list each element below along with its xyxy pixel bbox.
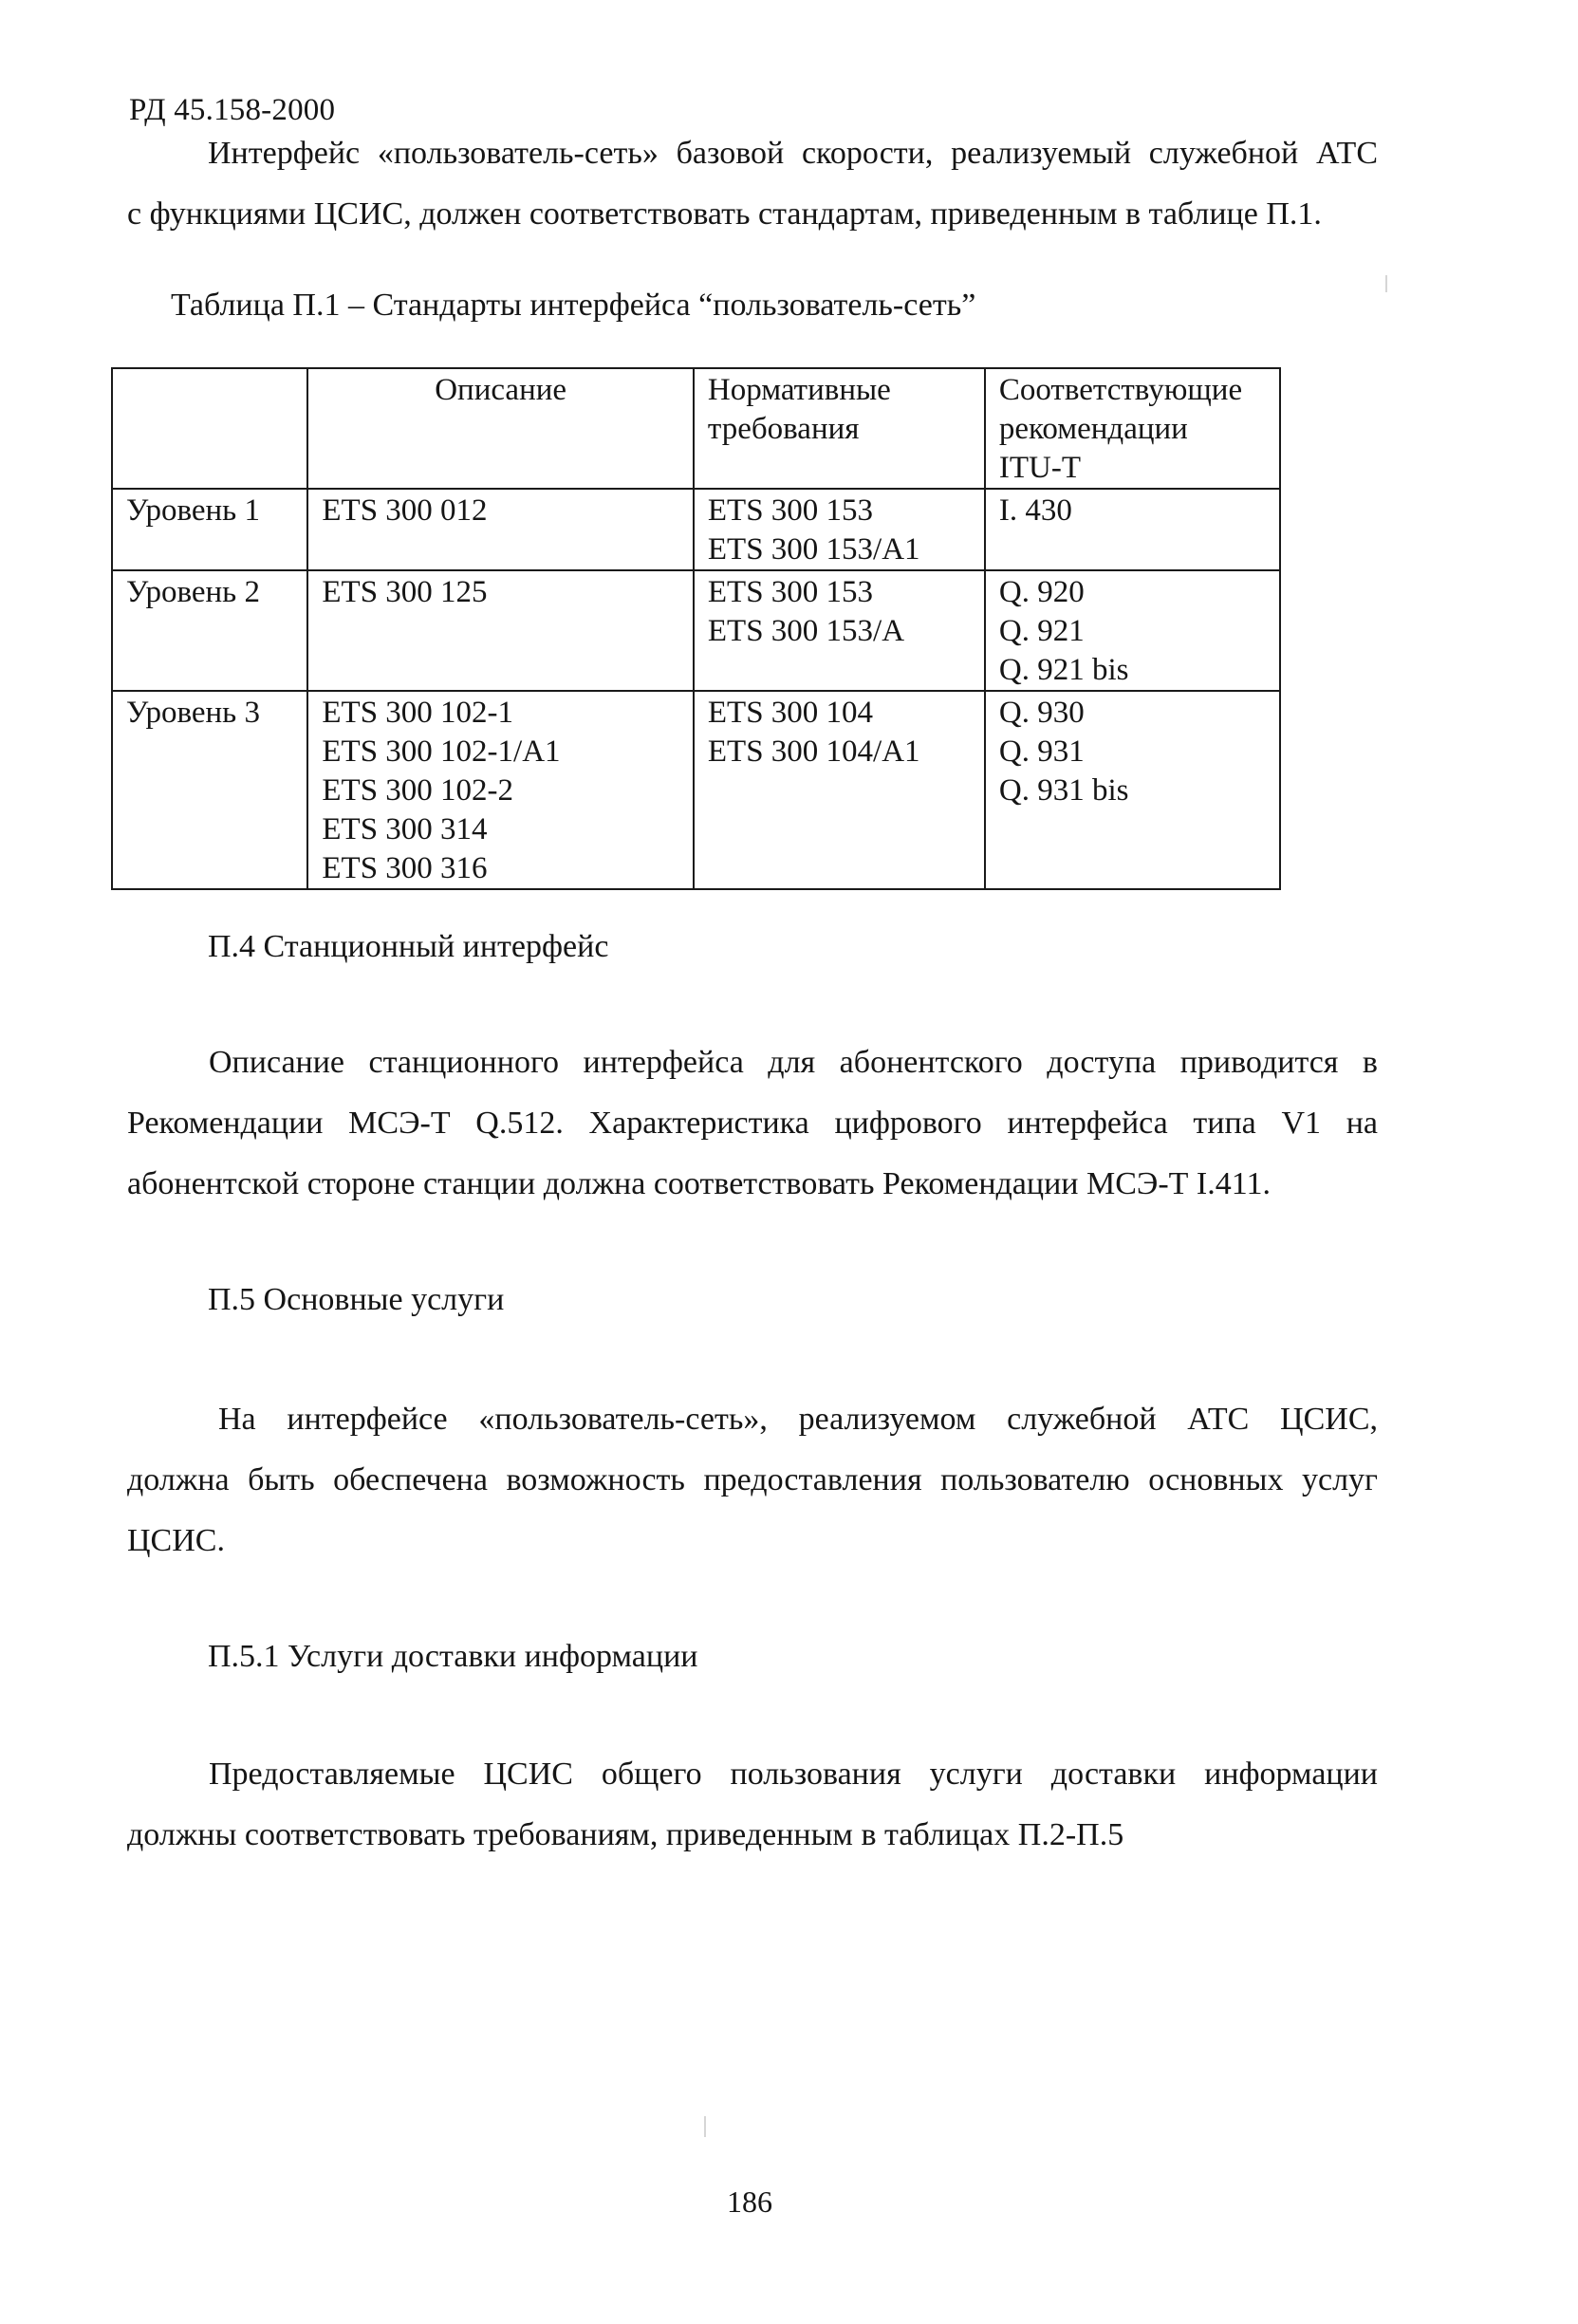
section-heading-p5: П.5 Основные услуги [208,1282,505,1317]
header-normative-line: Нормативные [707,373,891,407]
intro-line-1: Интерфейс «пользователь-сеть» базовой скорости, реализуемый служебной АТС [208,136,1378,171]
cell-line: ETS 300 316 [322,851,488,885]
cell-level: Уровень 2 [112,570,307,691]
paragraph-p4 [127,1032,1378,1215]
header-normative [694,368,985,489]
cell-normative [694,691,985,889]
table-header-row [112,368,1280,489]
cell-line: ETS 300 314 [322,812,488,846]
paragraph-line: должны соответствовать требованиям, приведенным в таблицах П.2-П.5 [127,1817,1124,1852]
cell-line: ETS 300 104 [707,696,874,730]
header-level [112,368,307,489]
cell-description [307,691,694,889]
paragraph-p5 [127,1389,1378,1571]
cell-line: ETS 300 153/A [707,614,905,648]
cell-level: Уровень 1 [112,489,307,570]
intro-paragraph [127,123,1378,245]
cell-line: ETS 300 102-2 [322,773,514,808]
paragraph-line: должна быть обеспечена возможность предоставления пользователю основных услуг [127,1462,1378,1497]
table-row [112,570,1280,691]
intro-line-2: с функциями ЦСИС, должен соответствовать стандартам, приведенным в таблице П.1. [127,196,1322,232]
cell-line: Q. 920 [998,575,1085,609]
cell-line: Q. 930 [998,696,1085,730]
cell-line: ETS 300 153/A1 [707,532,920,567]
paragraph-line: абонентской стороне станции должна соответствовать Рекомендации МСЭ-Т I.411. [127,1166,1271,1201]
paragraph-line: На интерфейсе «пользователь-сеть», реализуемом служебной АТС ЦСИС, [218,1402,1378,1437]
cell-line: I. 430 [998,493,1072,528]
page-number: 186 [727,2185,772,2219]
scan-artifact [704,2116,706,2137]
paragraph-line: Описание станционного интерфейса для абонентского доступа приводится в [209,1045,1378,1080]
paragraph-line: ЦСИС. [127,1523,225,1558]
cell-line: ETS 300 153 [707,575,874,609]
cell-itu [985,489,1280,570]
cell-itu [985,691,1280,889]
cell-line: ETS 300 125 [322,575,488,609]
cell-line: Q. 931 [998,734,1085,769]
cell-line: ETS 300 104/A1 [707,734,920,769]
cell-level: Уровень 3 [112,691,307,889]
section-heading-p4: П.4 Станционный интерфейс [208,929,609,964]
paragraph-p51 [127,1744,1378,1866]
header-description: Описание [307,368,694,489]
cell-line: Q. 921 bis [998,653,1129,687]
header-itu-line: ITU-T [998,451,1081,485]
cell-description [307,489,694,570]
table-row [112,691,1280,889]
header-itu [985,368,1280,489]
table-caption: Таблица П.1 – Стандарты интерфейса “пользователь-сеть” [171,288,976,323]
header-normative-line: требования [707,412,860,446]
cell-normative [694,489,985,570]
scan-artifact [1385,275,1387,292]
header-itu-line: Соответствующие [998,373,1243,407]
cell-line: Q. 921 [998,614,1085,648]
standards-table [111,367,1281,890]
cell-line: ETS 300 153 [707,493,874,528]
document-code: РД 45.158-2000 [129,93,336,127]
cell-line: Q. 931 bis [998,773,1129,808]
section-heading-p51: П.5.1 Услуги доставки информации [208,1639,698,1674]
cell-line: ETS 300 012 [322,493,488,528]
header-itu-line: рекомендации [998,412,1188,446]
cell-line: ETS 300 102-1 [322,696,514,730]
paragraph-line: Рекомендации МСЭ-Т Q.512. Характеристика цифрового интерфейса типа V1 на [127,1106,1378,1141]
cell-description [307,570,694,691]
paragraph-line: Предоставляемые ЦСИС общего пользования услуги доставки информации [209,1757,1378,1792]
table-row [112,489,1280,570]
cell-itu [985,570,1280,691]
cell-normative [694,570,985,691]
cell-line: ETS 300 102-1/A1 [322,734,561,769]
